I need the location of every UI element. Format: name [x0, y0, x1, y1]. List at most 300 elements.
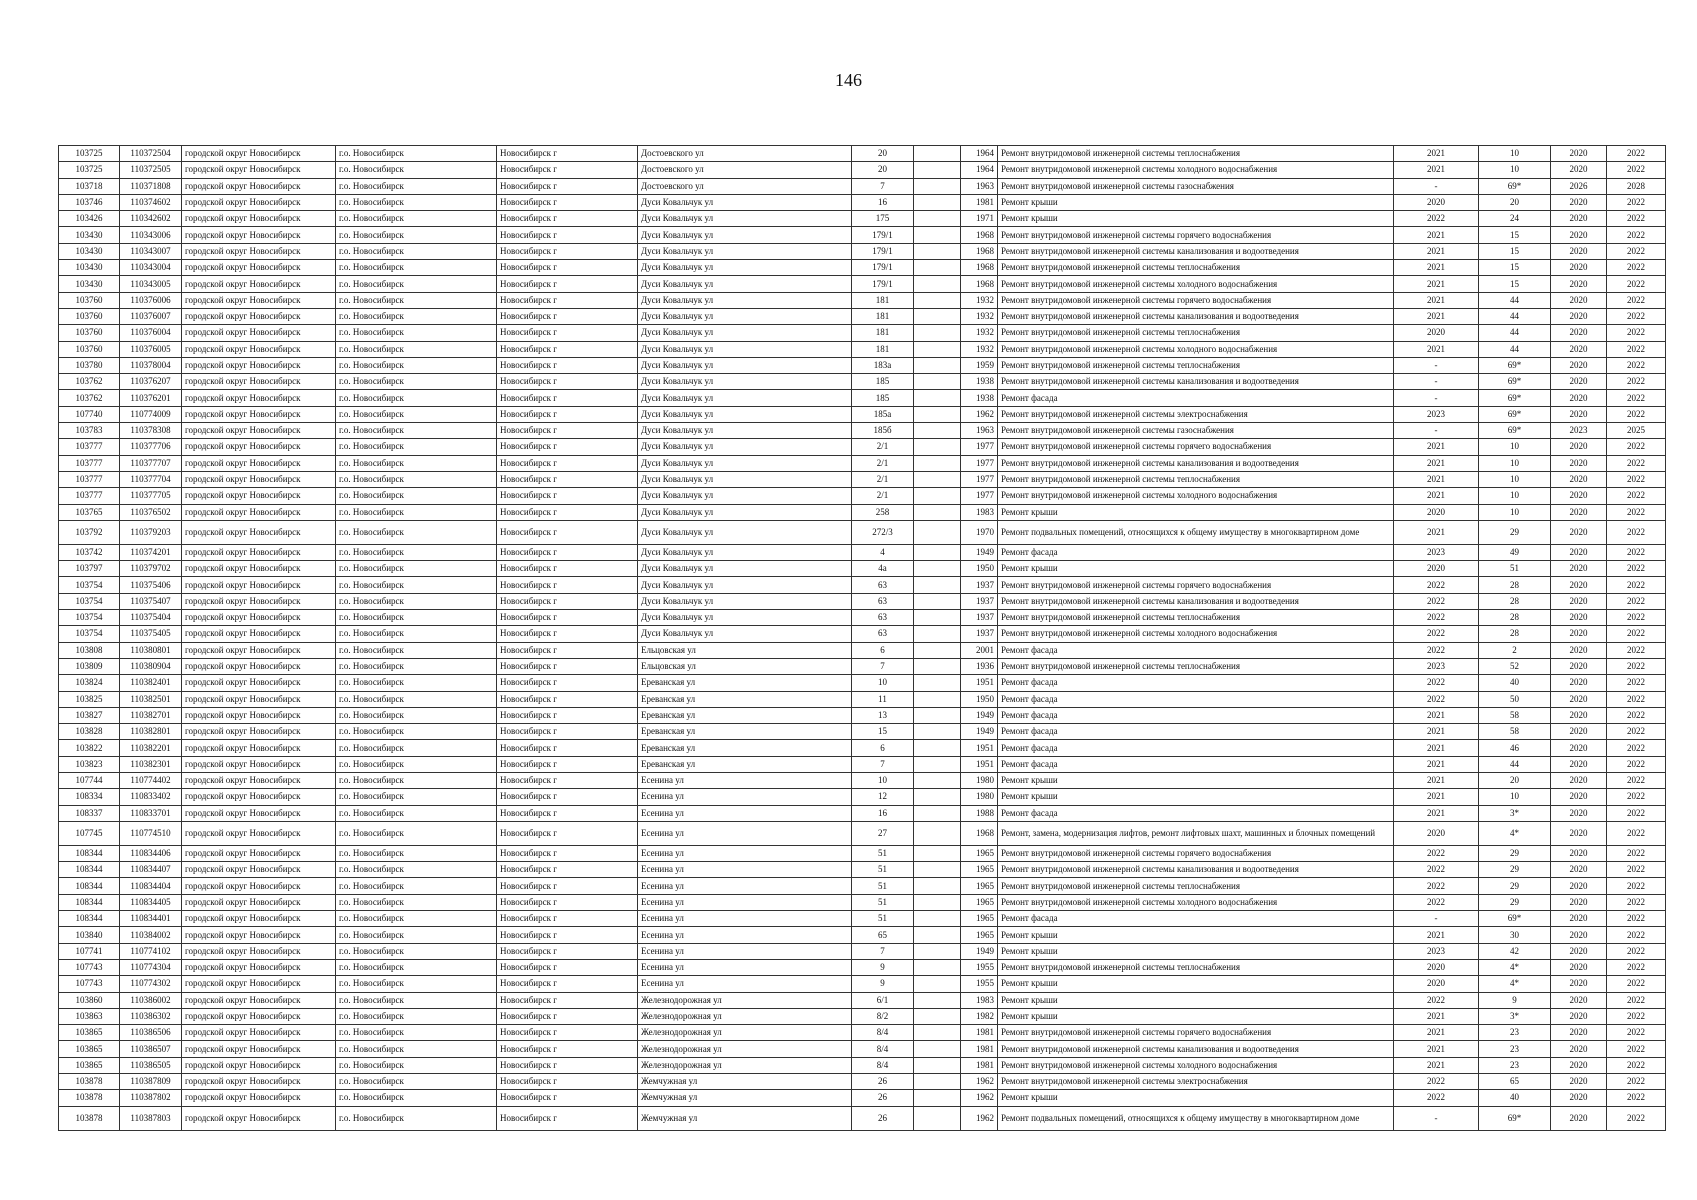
survey-year-cell: 2020: [1394, 821, 1479, 845]
wear-percent-cell: 44: [1479, 756, 1551, 772]
end-year-cell: 2022: [1607, 1041, 1666, 1057]
work-type-cell: Ремонт внутридомовой инженерной системы канализования и водоотведения: [998, 1041, 1394, 1057]
street-cell: Дуси Ковальчук ул: [638, 276, 852, 292]
house-number-cell: 16: [852, 194, 914, 210]
house-id-cell: 103746: [59, 194, 120, 210]
house-number-cell: 26: [852, 1074, 914, 1090]
building-cell: [914, 772, 961, 788]
table-row: [59, 308, 1666, 324]
building-cell: [914, 658, 961, 674]
build-year-cell: 1937: [961, 577, 998, 593]
end-year-cell: 2022: [1607, 992, 1666, 1008]
house-id-cell: 103824: [59, 675, 120, 691]
survey-year-cell: -: [1394, 390, 1479, 406]
end-year-cell: 2022: [1607, 1106, 1666, 1130]
start-year-cell: 2020: [1551, 1057, 1607, 1073]
settlement-cell: г.о. Новосибирск: [336, 357, 497, 373]
house-id-cell: 103860: [59, 992, 120, 1008]
item-code-cell: 110375406: [120, 577, 182, 593]
street-cell: Ереванская ул: [638, 740, 852, 756]
municipality-cell: городской округ Новосибирск: [182, 1090, 336, 1106]
wear-percent-cell: 49: [1479, 544, 1551, 560]
street-cell: Дуси Ковальчук ул: [638, 471, 852, 487]
house-number-cell: 51: [852, 878, 914, 894]
work-type-cell: Ремонт внутридомовой инженерной системы горячего водоснабжения: [998, 227, 1394, 243]
survey-year-cell: -: [1394, 423, 1479, 439]
settlement-cell: г.о. Новосибирск: [336, 276, 497, 292]
survey-year-cell: 2021: [1394, 227, 1479, 243]
start-year-cell: 2020: [1551, 561, 1607, 577]
wear-percent-cell: 65: [1479, 1074, 1551, 1090]
house-number-cell: 181: [852, 292, 914, 308]
settlement-cell: г.о. Новосибирск: [336, 178, 497, 194]
settlement-cell: г.о. Новосибирск: [336, 1074, 497, 1090]
start-year-cell: 2020: [1551, 544, 1607, 560]
building-cell: [914, 740, 961, 756]
municipality-cell: городской округ Новосибирск: [182, 374, 336, 390]
settlement-cell: г.о. Новосибирск: [336, 1090, 497, 1106]
city-cell: Новосибирск г: [497, 1090, 638, 1106]
item-code-cell: 110382301: [120, 756, 182, 772]
start-year-cell: 2020: [1551, 789, 1607, 805]
table-row: [59, 772, 1666, 788]
city-cell: Новосибирск г: [497, 927, 638, 943]
table-row: [59, 292, 1666, 308]
settlement-cell: г.о. Новосибирск: [336, 325, 497, 341]
table-row: [59, 194, 1666, 210]
municipality-cell: городской округ Новосибирск: [182, 577, 336, 593]
end-year-cell: 2022: [1607, 691, 1666, 707]
street-cell: Есенина ул: [638, 772, 852, 788]
build-year-cell: 1970: [961, 520, 998, 544]
wear-percent-cell: 29: [1479, 894, 1551, 910]
item-code-cell: 110378004: [120, 357, 182, 373]
house-number-cell: 2/1: [852, 439, 914, 455]
building-cell: [914, 325, 961, 341]
item-code-cell: 110343006: [120, 227, 182, 243]
start-year-cell: 2020: [1551, 927, 1607, 943]
build-year-cell: 1965: [961, 878, 998, 894]
item-code-cell: 110386302: [120, 1008, 182, 1024]
city-cell: Новосибирск г: [497, 772, 638, 788]
survey-year-cell: 2022: [1394, 894, 1479, 910]
wear-percent-cell: 3*: [1479, 1008, 1551, 1024]
work-type-cell: Ремонт внутридомовой инженерной системы горячего водоснабжения: [998, 292, 1394, 308]
end-year-cell: 2022: [1607, 707, 1666, 723]
item-code-cell: 110774304: [120, 959, 182, 975]
building-cell: [914, 471, 961, 487]
build-year-cell: 1932: [961, 292, 998, 308]
building-cell: [914, 1106, 961, 1130]
street-cell: Есенина ул: [638, 911, 852, 927]
work-type-cell: Ремонт внутридомовой инженерной системы газоснабжения: [998, 423, 1394, 439]
end-year-cell: 2022: [1607, 675, 1666, 691]
survey-year-cell: 2021: [1394, 1057, 1479, 1073]
end-year-cell: 2022: [1607, 561, 1666, 577]
settlement-cell: г.о. Новосибирск: [336, 308, 497, 324]
municipality-cell: городской округ Новосибирск: [182, 455, 336, 471]
start-year-cell: 2020: [1551, 341, 1607, 357]
work-type-cell: Ремонт фасада: [998, 805, 1394, 821]
house-id-cell: 107743: [59, 959, 120, 975]
end-year-cell: 2022: [1607, 488, 1666, 504]
table-row: [59, 211, 1666, 227]
table-row: [59, 374, 1666, 390]
building-cell: [914, 756, 961, 772]
item-code-cell: 110774402: [120, 772, 182, 788]
street-cell: Железнодорожная ул: [638, 1008, 852, 1024]
table-row: [59, 1074, 1666, 1090]
work-type-cell: Ремонт внутридомовой инженерной системы горячего водоснабжения: [998, 439, 1394, 455]
street-cell: Дуси Ковальчук ул: [638, 593, 852, 609]
house-id-cell: 108337: [59, 805, 120, 821]
street-cell: Дуси Ковальчук ул: [638, 439, 852, 455]
item-code-cell: 110386507: [120, 1041, 182, 1057]
end-year-cell: 2022: [1607, 504, 1666, 520]
start-year-cell: 2020: [1551, 1041, 1607, 1057]
build-year-cell: 1949: [961, 707, 998, 723]
survey-year-cell: 2022: [1394, 845, 1479, 861]
table-row: [59, 504, 1666, 520]
work-type-cell: Ремонт внутридомовой инженерной системы горячего водоснабжения: [998, 1025, 1394, 1041]
building-cell: [914, 805, 961, 821]
end-year-cell: 2022: [1607, 976, 1666, 992]
house-number-cell: 9: [852, 959, 914, 975]
build-year-cell: 1962: [961, 1106, 998, 1130]
table-row: [59, 878, 1666, 894]
city-cell: Новосибирск г: [497, 374, 638, 390]
end-year-cell: 2028: [1607, 178, 1666, 194]
table-row: [59, 1008, 1666, 1024]
wear-percent-cell: 10: [1479, 146, 1551, 162]
end-year-cell: 2022: [1607, 520, 1666, 544]
house-number-cell: 258: [852, 504, 914, 520]
survey-year-cell: 2021: [1394, 756, 1479, 772]
municipality-cell: городской округ Новосибирск: [182, 675, 336, 691]
house-id-cell: 108344: [59, 845, 120, 861]
municipality-cell: городской округ Новосибирск: [182, 390, 336, 406]
end-year-cell: 2022: [1607, 1074, 1666, 1090]
work-type-cell: Ремонт внутридомовой инженерной системы холодного водоснабжения: [998, 488, 1394, 504]
build-year-cell: 1937: [961, 593, 998, 609]
work-type-cell: Ремонт внутридомовой инженерной системы холодного водоснабжения: [998, 626, 1394, 642]
building-cell: [914, 1041, 961, 1057]
house-number-cell: 13: [852, 707, 914, 723]
start-year-cell: 2020: [1551, 374, 1607, 390]
build-year-cell: 1932: [961, 341, 998, 357]
item-code-cell: 110774510: [120, 821, 182, 845]
build-year-cell: 1932: [961, 325, 998, 341]
end-year-cell: 2025: [1607, 423, 1666, 439]
table-row: [59, 243, 1666, 259]
item-code-cell: 110386506: [120, 1025, 182, 1041]
item-code-cell: 110384002: [120, 927, 182, 943]
building-cell: [914, 439, 961, 455]
street-cell: Дуси Ковальчук ул: [638, 544, 852, 560]
house-id-cell: 103809: [59, 658, 120, 674]
start-year-cell: 2020: [1551, 943, 1607, 959]
end-year-cell: 2022: [1607, 740, 1666, 756]
municipality-cell: городской округ Новосибирск: [182, 162, 336, 178]
table-row: [59, 1106, 1666, 1130]
house-number-cell: 63: [852, 577, 914, 593]
settlement-cell: г.о. Новосибирск: [336, 520, 497, 544]
settlement-cell: г.о. Новосибирск: [336, 390, 497, 406]
end-year-cell: 2022: [1607, 390, 1666, 406]
wear-percent-cell: 30: [1479, 927, 1551, 943]
municipality-cell: городской округ Новосибирск: [182, 488, 336, 504]
wear-percent-cell: 24: [1479, 211, 1551, 227]
house-number-cell: 8/4: [852, 1041, 914, 1057]
house-number-cell: 6: [852, 740, 914, 756]
start-year-cell: 2020: [1551, 1090, 1607, 1106]
table-row: [59, 577, 1666, 593]
wear-percent-cell: 46: [1479, 740, 1551, 756]
wear-percent-cell: 69*: [1479, 911, 1551, 927]
city-cell: Новосибирск г: [497, 943, 638, 959]
wear-percent-cell: 69*: [1479, 406, 1551, 422]
municipality-cell: городской округ Новосибирск: [182, 976, 336, 992]
item-code-cell: 110375404: [120, 610, 182, 626]
item-code-cell: 110376006: [120, 292, 182, 308]
build-year-cell: 1968: [961, 227, 998, 243]
work-type-cell: Ремонт крыши: [998, 1008, 1394, 1024]
start-year-cell: 2020: [1551, 357, 1607, 373]
street-cell: Ельцовская ул: [638, 642, 852, 658]
item-code-cell: 110374602: [120, 194, 182, 210]
build-year-cell: 1932: [961, 308, 998, 324]
item-code-cell: 110382201: [120, 740, 182, 756]
city-cell: Новосибирск г: [497, 471, 638, 487]
survey-year-cell: 2020: [1394, 976, 1479, 992]
settlement-cell: г.о. Новосибирск: [336, 772, 497, 788]
build-year-cell: 1968: [961, 276, 998, 292]
house-number-cell: 7: [852, 943, 914, 959]
build-year-cell: 1964: [961, 146, 998, 162]
survey-year-cell: 2022: [1394, 593, 1479, 609]
municipality-cell: городской округ Новосибирск: [182, 260, 336, 276]
city-cell: Новосибирск г: [497, 845, 638, 861]
start-year-cell: 2020: [1551, 194, 1607, 210]
city-cell: Новосибирск г: [497, 439, 638, 455]
item-code-cell: 110386505: [120, 1057, 182, 1073]
building-cell: [914, 260, 961, 276]
settlement-cell: г.о. Новосибирск: [336, 292, 497, 308]
build-year-cell: 1981: [961, 194, 998, 210]
municipality-cell: городской округ Новосибирск: [182, 341, 336, 357]
house-id-cell: 103762: [59, 374, 120, 390]
street-cell: Дуси Ковальчук ул: [638, 561, 852, 577]
house-number-cell: 15: [852, 724, 914, 740]
table-row: [59, 943, 1666, 959]
building-cell: [914, 544, 961, 560]
building-cell: [914, 520, 961, 544]
wear-percent-cell: 28: [1479, 577, 1551, 593]
house-number-cell: 6/1: [852, 992, 914, 1008]
street-cell: Дуси Ковальчук ул: [638, 406, 852, 422]
work-type-cell: Ремонт внутридомовой инженерной системы горячего водоснабжения: [998, 845, 1394, 861]
house-id-cell: 103430: [59, 260, 120, 276]
house-id-cell: 103754: [59, 593, 120, 609]
table-row: [59, 610, 1666, 626]
wear-percent-cell: 29: [1479, 845, 1551, 861]
wear-percent-cell: 15: [1479, 227, 1551, 243]
end-year-cell: 2022: [1607, 243, 1666, 259]
municipality-cell: городской округ Новосибирск: [182, 789, 336, 805]
house-id-cell: 103426: [59, 211, 120, 227]
city-cell: Новосибирск г: [497, 911, 638, 927]
end-year-cell: 2022: [1607, 1057, 1666, 1073]
wear-percent-cell: 29: [1479, 520, 1551, 544]
item-code-cell: 110377707: [120, 455, 182, 471]
building-cell: [914, 593, 961, 609]
work-type-cell: Ремонт внутридомовой инженерной системы горячего водоснабжения: [998, 577, 1394, 593]
settlement-cell: г.о. Новосибирск: [336, 260, 497, 276]
street-cell: Железнодорожная ул: [638, 1025, 852, 1041]
house-id-cell: 103760: [59, 308, 120, 324]
house-id-cell: 107741: [59, 943, 120, 959]
street-cell: Ельцовская ул: [638, 658, 852, 674]
table-row: [59, 976, 1666, 992]
build-year-cell: 1951: [961, 740, 998, 756]
wear-percent-cell: 9: [1479, 992, 1551, 1008]
municipality-cell: городской округ Новосибирск: [182, 626, 336, 642]
settlement-cell: г.о. Новосибирск: [336, 243, 497, 259]
house-number-cell: 20: [852, 162, 914, 178]
start-year-cell: 2026: [1551, 178, 1607, 194]
item-code-cell: 110375405: [120, 626, 182, 642]
municipality-cell: городской округ Новосибирск: [182, 658, 336, 674]
house-id-cell: 103754: [59, 626, 120, 642]
table-row: [59, 146, 1666, 162]
street-cell: Есенина ул: [638, 894, 852, 910]
build-year-cell: 1959: [961, 357, 998, 373]
build-year-cell: 1968: [961, 821, 998, 845]
table-row: [59, 805, 1666, 821]
item-code-cell: 110833701: [120, 805, 182, 821]
house-number-cell: 7: [852, 756, 914, 772]
house-number-cell: 175: [852, 211, 914, 227]
house-number-cell: 179/1: [852, 260, 914, 276]
end-year-cell: 2022: [1607, 162, 1666, 178]
house-number-cell: 8/4: [852, 1025, 914, 1041]
settlement-cell: г.о. Новосибирск: [336, 423, 497, 439]
build-year-cell: 1965: [961, 894, 998, 910]
house-number-cell: 185: [852, 390, 914, 406]
city-cell: Новосибирск г: [497, 406, 638, 422]
settlement-cell: г.о. Новосибирск: [336, 642, 497, 658]
street-cell: Дуси Ковальчук ул: [638, 455, 852, 471]
wear-percent-cell: 58: [1479, 707, 1551, 723]
street-cell: Дуси Ковальчук ул: [638, 243, 852, 259]
build-year-cell: 1980: [961, 772, 998, 788]
settlement-cell: г.о. Новосибирск: [336, 756, 497, 772]
building-cell: [914, 642, 961, 658]
house-id-cell: 103878: [59, 1090, 120, 1106]
street-cell: Дуси Ковальчук ул: [638, 357, 852, 373]
build-year-cell: 1981: [961, 1041, 998, 1057]
settlement-cell: г.о. Новосибирск: [336, 845, 497, 861]
build-year-cell: 1937: [961, 626, 998, 642]
house-id-cell: 103865: [59, 1057, 120, 1073]
table-row: [59, 423, 1666, 439]
wear-percent-cell: 10: [1479, 488, 1551, 504]
wear-percent-cell: 40: [1479, 675, 1551, 691]
table-row: [59, 325, 1666, 341]
city-cell: Новосибирск г: [497, 276, 638, 292]
item-code-cell: 110380904: [120, 658, 182, 674]
settlement-cell: г.о. Новосибирск: [336, 406, 497, 422]
start-year-cell: 2020: [1551, 211, 1607, 227]
city-cell: Новосибирск г: [497, 658, 638, 674]
municipality-cell: городской округ Новосибирск: [182, 325, 336, 341]
house-id-cell: 103725: [59, 162, 120, 178]
city-cell: Новосибирск г: [497, 1025, 638, 1041]
build-year-cell: 1951: [961, 675, 998, 691]
wear-percent-cell: 4*: [1479, 821, 1551, 845]
street-cell: Ереванская ул: [638, 691, 852, 707]
survey-year-cell: -: [1394, 911, 1479, 927]
start-year-cell: 2020: [1551, 439, 1607, 455]
settlement-cell: г.о. Новосибирск: [336, 740, 497, 756]
city-cell: Новосибирск г: [497, 146, 638, 162]
work-type-cell: Ремонт внутридомовой инженерной системы газоснабжения: [998, 178, 1394, 194]
start-year-cell: 2020: [1551, 146, 1607, 162]
work-type-cell: Ремонт внутридомовой инженерной системы теплоснабжения: [998, 357, 1394, 373]
end-year-cell: 2022: [1607, 146, 1666, 162]
building-cell: [914, 675, 961, 691]
work-type-cell: Ремонт фасада: [998, 691, 1394, 707]
city-cell: Новосибирск г: [497, 1041, 638, 1057]
page-number: 146: [835, 70, 862, 90]
settlement-cell: г.о. Новосибирск: [336, 1025, 497, 1041]
wear-percent-cell: 3*: [1479, 805, 1551, 821]
survey-year-cell: 2021: [1394, 1008, 1479, 1024]
settlement-cell: г.о. Новосибирск: [336, 992, 497, 1008]
house-id-cell: 108344: [59, 894, 120, 910]
item-code-cell: 110774102: [120, 943, 182, 959]
municipality-cell: городской округ Новосибирск: [182, 406, 336, 422]
table-row: [59, 789, 1666, 805]
house-number-cell: 51: [852, 845, 914, 861]
house-number-cell: 2/1: [852, 471, 914, 487]
house-id-cell: 103783: [59, 423, 120, 439]
house-number-cell: 27: [852, 821, 914, 845]
building-cell: [914, 374, 961, 390]
building-cell: [914, 357, 961, 373]
settlement-cell: г.о. Новосибирск: [336, 211, 497, 227]
settlement-cell: г.о. Новосибирск: [336, 821, 497, 845]
table-row: [59, 455, 1666, 471]
survey-year-cell: 2021: [1394, 308, 1479, 324]
house-number-cell: 12: [852, 789, 914, 805]
table-row: [59, 959, 1666, 975]
start-year-cell: 2020: [1551, 292, 1607, 308]
item-code-cell: 110376207: [120, 374, 182, 390]
item-code-cell: 110343005: [120, 276, 182, 292]
survey-year-cell: -: [1394, 178, 1479, 194]
city-cell: Новосибирск г: [497, 821, 638, 845]
settlement-cell: г.о. Новосибирск: [336, 374, 497, 390]
work-type-cell: Ремонт фасада: [998, 911, 1394, 927]
building-cell: [914, 1057, 961, 1073]
start-year-cell: 2020: [1551, 406, 1607, 422]
city-cell: Новосибирск г: [497, 292, 638, 308]
house-id-cell: 103430: [59, 243, 120, 259]
work-type-cell: Ремонт подвальных помещений, относящихся к общему имуществу в многоквартирном доме: [998, 520, 1394, 544]
city-cell: Новосибирск г: [497, 805, 638, 821]
table-row: [59, 488, 1666, 504]
